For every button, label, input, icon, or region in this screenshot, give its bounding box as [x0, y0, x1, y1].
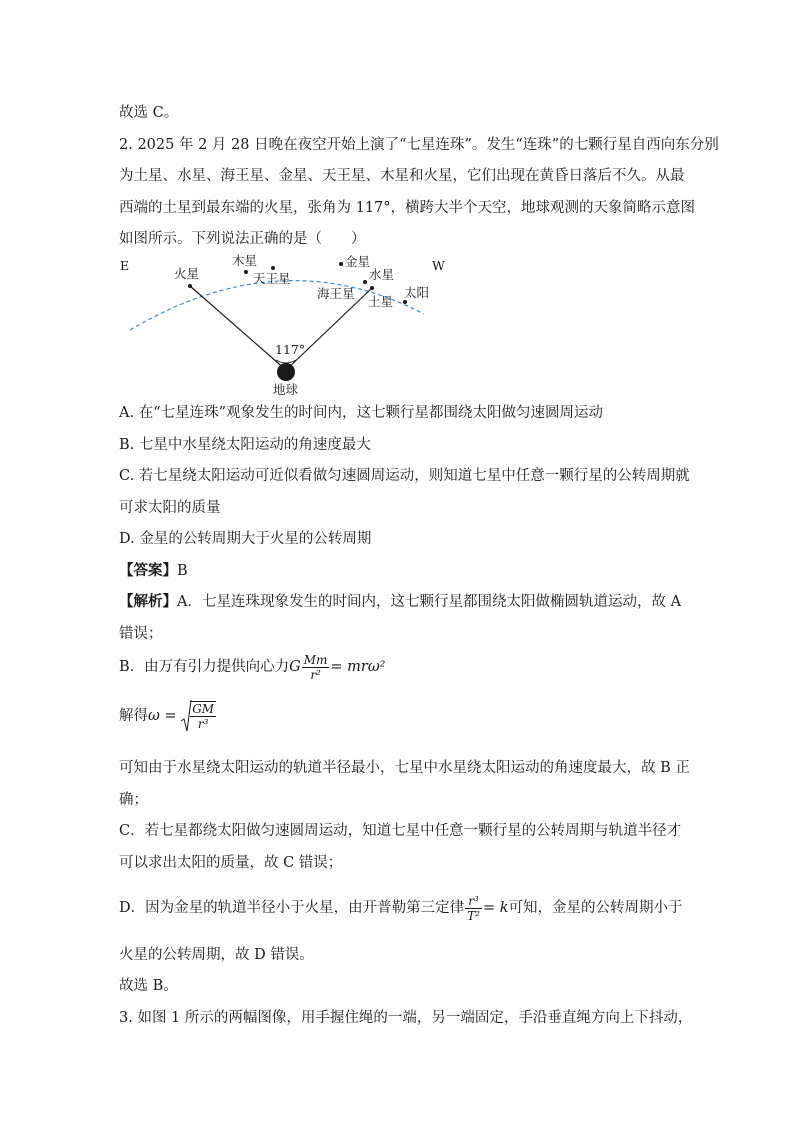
answer-value: B [177, 563, 188, 579]
neptune-dot [363, 280, 367, 284]
option-d: D. 金星的公转周期大于火星的公转周期 [119, 531, 372, 547]
formula-fraction-gm-r3 [190, 701, 216, 731]
question-2-line-2: 为土星、水星、海王星、金星、天王星、木星和火星，它们出现在黄昏日落后不久。从最 [119, 168, 685, 184]
angle-label: 117° [275, 342, 306, 357]
explanation-b-line-4: 确； [119, 792, 148, 808]
explanation-d-line-2: 火星的公转周期，故 D 错误。 [119, 947, 314, 963]
option-c-line-1: C. 若七星绕太阳运动可近似看做匀速圆周运动，则知道七星中任意一颗行星的公转周期就 [119, 468, 690, 484]
neptune-label: 海王星 [317, 286, 355, 301]
formula-omega-eq: ω = [148, 708, 177, 724]
formula-numerator-r3: r³ [468, 893, 479, 908]
explanation-d-formula-line [119, 891, 683, 925]
explanation-b-text: B．由万有引力提供向心力 [119, 659, 290, 675]
jupiter-label: 木星 [232, 253, 258, 268]
saturn-dot [370, 286, 374, 290]
explanation-a-line-2: 错误； [119, 626, 163, 642]
formula-numerator-gm: GM [192, 702, 215, 716]
text-line: 故选 C。 [119, 105, 179, 121]
solve-text: 解得 [119, 708, 148, 724]
explanation-b-line-3: 可知由于水星绕太阳运动的轨道半径最小，七星中水星绕太阳运动的角速度最大，故 B 正 [119, 760, 690, 776]
west-label: W [432, 258, 445, 273]
sun-dot [403, 300, 407, 304]
answer-tag: 【答案】 [119, 562, 177, 579]
earth-symbol [277, 363, 295, 381]
question-3-line-1: 3. 如图 1 所示的两幅图像，用手握住绳的一端，另一端固定，手沿垂直绳方向上下抖动， [119, 1010, 693, 1026]
uranus-label: 天王星 [253, 271, 291, 286]
option-c-line-2: 可求太阳的质量 [119, 500, 221, 516]
mars-label: 火星 [174, 266, 200, 281]
explanation-d-tail: 可知，金星的公转周期小于 [508, 900, 683, 916]
venus-dot [339, 262, 343, 266]
ray-to-mars [190, 286, 286, 370]
formula-denominator-r2: r² [302, 667, 330, 682]
uranus-dot [271, 266, 275, 270]
final-answer-line: 故选 B。 [119, 978, 178, 994]
explanation-d-text: D．因为金星的轨道半径小于火星，由开普勒第三定律 [119, 900, 465, 916]
question-2-line-4: 如图所示。下列说法正确的是（ ） [119, 231, 366, 247]
earth-label: 地球 [273, 382, 299, 397]
question-2-line-1: 2. 2025 年 2 月 28 日晚在夜空开始上演了“七星连珠”。发生“连珠”的七颗行星自西向东分别 [119, 137, 719, 153]
mars-dot [188, 284, 192, 288]
formula-k-eq: = k [482, 900, 509, 916]
mercury-label: 水星 [369, 267, 395, 282]
east-label: E [120, 258, 130, 273]
formula-rhs: = mrω² [330, 659, 386, 675]
option-b: B. 七星中水星绕太阳运动的角速度最大 [119, 437, 371, 453]
formula-numerator-mm: Mm [303, 652, 328, 667]
planet-alignment-diagram [112, 252, 445, 402]
explanation-tag: 【解析】 [119, 593, 177, 610]
saturn-label: 土星 [368, 294, 394, 309]
option-a: A. 在“七星连珠”观象发生的时间内，这七颗行星都围绕太阳做匀速圆周运动 [119, 405, 604, 421]
explanation-a-line-1 [119, 592, 681, 612]
explanation-b-formula-line [119, 652, 386, 682]
formula-fraction-r3-t2 [465, 894, 482, 923]
formula-g: G [289, 659, 301, 675]
formula-denominator-r3: r³ [190, 716, 216, 731]
formula-fraction-mm-r2 [302, 653, 330, 682]
venus-label: 金星 [345, 254, 371, 269]
question-2-line-3: 西端的土星到最东端的火星，张角为 117°，横跨大半个天空，地球观测的天象简略示意图 [119, 200, 696, 216]
answer-line [119, 561, 188, 581]
jupiter-dot [244, 270, 248, 274]
explanation-c-line-2: 可以求出太阳的质量，故 C 错误； [119, 855, 343, 871]
explanation-a-text: A．七星连珠现象发生的时间内，这七颗行星都围绕太阳做椭圆轨道运动，故 A [177, 594, 682, 610]
sun-label: 太阳 [404, 285, 430, 300]
formula-denominator-t2: T² [467, 908, 480, 923]
explanation-b-solve-line [119, 698, 217, 734]
explanation-c-line-1: C．若七星都绕太阳做匀速圆周运动，知道七星中任意一颗行星的公转周期与轨道半径才 [119, 823, 682, 839]
